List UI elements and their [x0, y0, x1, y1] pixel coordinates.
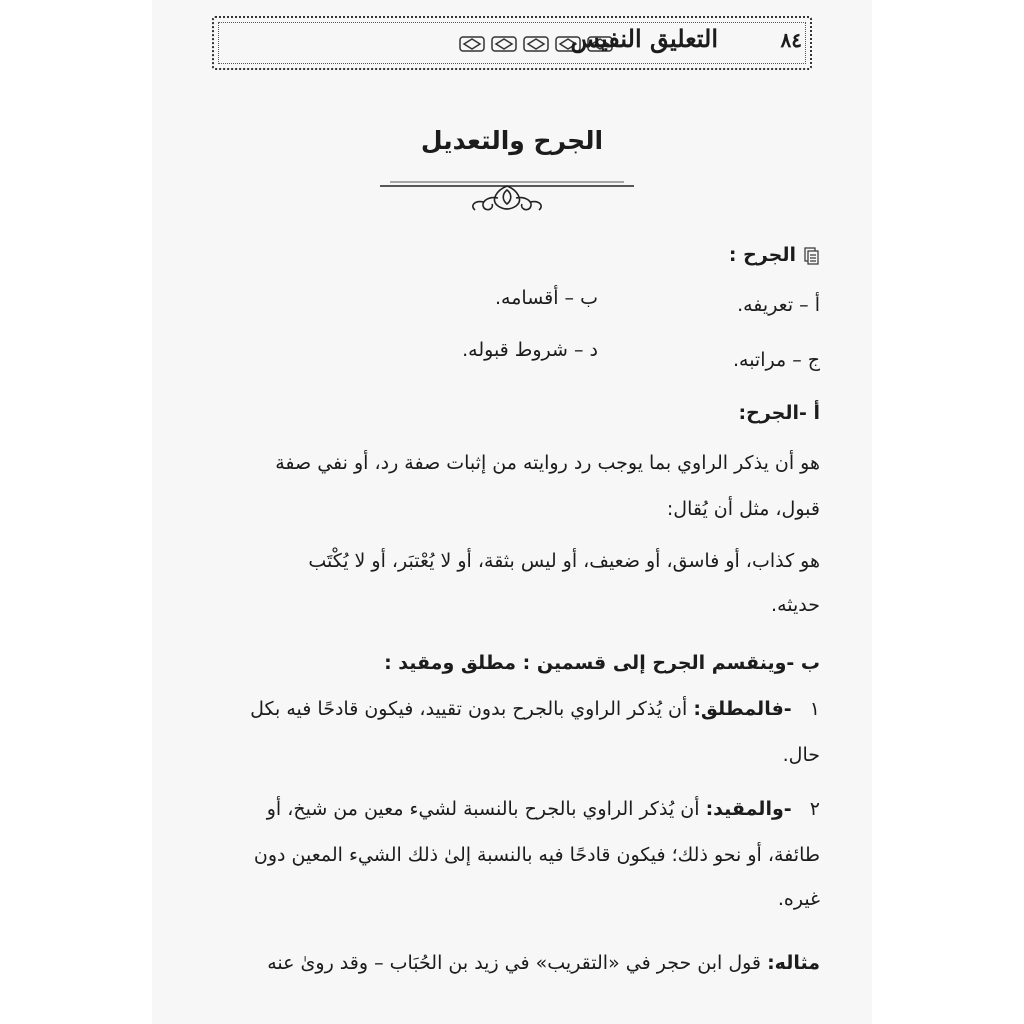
paragraph1-line1: هو أن يذكر الراوي بما يوجب رد روايته من إثبات صفة رد، أو نفي صفة	[275, 452, 820, 474]
book-page	[152, 0, 872, 1024]
item2-line3: غيره.	[777, 888, 820, 910]
example-line	[204, 948, 820, 978]
item1-text: أن يُذكر الراوي بالجرح بدون تقييد، فيكون قادحًا فيه بكل	[250, 698, 688, 720]
running-title: التعليق النفيس	[570, 24, 718, 53]
example-label: مثاله:	[767, 952, 820, 974]
title-flourish-ornament	[380, 176, 634, 216]
outline-item-c: ج – مراتبه.	[732, 349, 820, 371]
section-heading: الجرح :	[728, 244, 796, 266]
outline-item-d: د – شروط قبوله.	[462, 339, 598, 361]
outline-item-a: أ – تعريفه.	[737, 294, 820, 316]
item1-line1	[204, 694, 820, 724]
item2-line2: طائفة، أو نحو ذلك؛ فيكون قادحًا فيه بالنسبة إلىٰ ذلك الشيء المعين دون	[253, 844, 820, 866]
item2-line1	[204, 794, 820, 824]
item1-term: -فالمطلق:	[693, 698, 792, 720]
page-number: ٨٤	[780, 28, 802, 52]
item1-line2: حال.	[782, 744, 820, 766]
item2-term: -والمقيد:	[705, 798, 792, 820]
paragraph2-line1: هو كذاب، أو فاسق، أو ضعيف، أو ليس بثقة، أو لا يُعْتبَر، أو لا يُكْتَب	[308, 550, 820, 572]
outline-item-b: ب – أقسامه.	[495, 287, 598, 309]
item2-text: أن يُذكر الراوي بالجرح بالنسبة لشيء معين من شيخ، أو	[266, 798, 700, 820]
section-heading-row	[204, 240, 820, 270]
document-list-icon	[804, 247, 820, 265]
page-header-frame	[212, 16, 812, 70]
paragraph1-line2: قبول، مثل أن يُقال:	[666, 498, 820, 520]
item1-number: ١	[809, 698, 820, 720]
division-heading: ب -وينقسم الجرح إلى قسمين : مطلق ومقيد :	[384, 652, 820, 674]
definition-heading: أ -الجرح:	[738, 402, 820, 424]
item2-number: ٢	[809, 798, 820, 820]
example-text: قول ابن حجر في «التقريب» في زيد بن الحُبَاب – وقد روىٰ عنه	[267, 952, 762, 974]
chapter-title: الجرح والتعديل	[420, 126, 604, 155]
paragraph2-line2: حديثه.	[771, 594, 820, 616]
